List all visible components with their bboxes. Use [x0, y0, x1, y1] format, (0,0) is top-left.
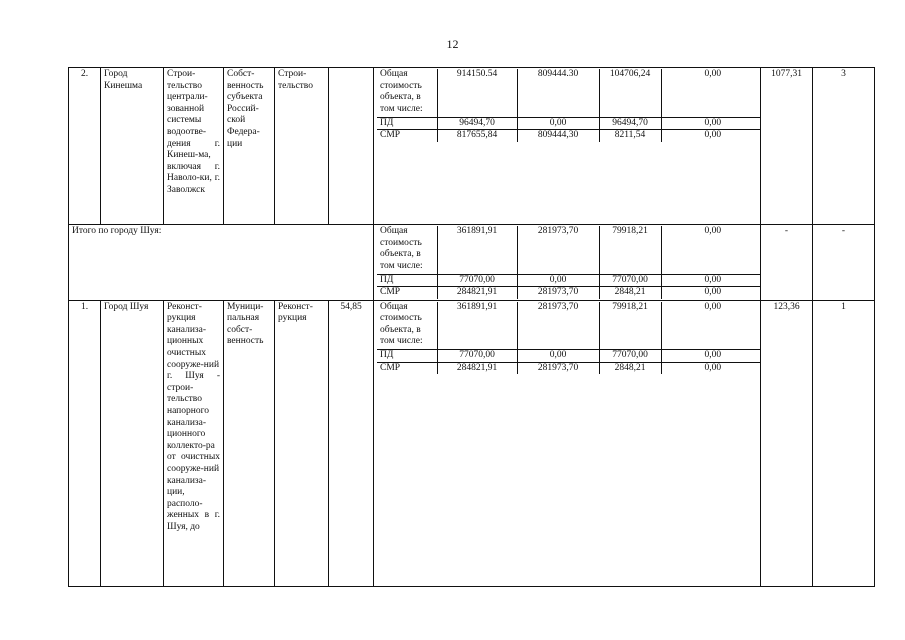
- cost-value: 0,00: [661, 130, 761, 142]
- cost-label: СМР: [377, 130, 437, 142]
- cost-total: 96494,70: [437, 117, 517, 130]
- extra-value-1: -: [761, 225, 813, 301]
- cost-value: 0,00: [661, 362, 761, 374]
- cost-value: 96494,70: [599, 117, 661, 130]
- cost-label: ПД: [377, 274, 437, 287]
- cost-value: 0,00: [704, 226, 722, 236]
- extra-value-2: 1: [813, 300, 875, 586]
- capacity-cell: 54,85: [329, 300, 374, 586]
- cost-total: 284821,91: [437, 287, 517, 299]
- extra-value-1: 123,36: [761, 300, 813, 586]
- cost-label: ПД: [377, 350, 437, 363]
- table-row: [69, 300, 875, 586]
- investment-table: [68, 67, 875, 587]
- cost-label: СМР: [377, 287, 437, 299]
- cost-label: Общая стоимость объекта, в том числе:: [377, 69, 437, 117]
- extra-value-1: 1077,31: [761, 68, 813, 225]
- work-type-cell: Реконст-рукция: [275, 300, 329, 586]
- cost-value: 77070,00: [599, 350, 661, 363]
- cost-value: 0,00: [661, 117, 761, 130]
- cost-label: СМР: [377, 362, 437, 374]
- cost-value: 281973,70: [517, 302, 599, 350]
- cost-breakdown: [374, 300, 761, 586]
- cost-value: 0,00: [704, 301, 722, 312]
- cost-value: 0,00: [661, 274, 761, 287]
- cost-value: 77070,00: [599, 274, 661, 287]
- cost-breakdown: [374, 225, 761, 301]
- cost-value: 8211,54: [599, 130, 661, 142]
- cost-value: 0,00: [517, 350, 599, 363]
- cost-value: 0,00: [661, 287, 761, 299]
- cost-value: 809444.30: [517, 69, 599, 117]
- city-cell: Город Кинешма: [101, 68, 164, 225]
- row-number: 1.: [69, 300, 101, 586]
- city-cell: Город Шуя: [101, 300, 164, 586]
- extra-value-2: -: [813, 225, 875, 301]
- cost-label: ПД: [377, 117, 437, 130]
- cost-label: Общая стоимость объекта, в том числе:: [377, 226, 437, 274]
- cost-total: 914150.54: [437, 69, 517, 117]
- page-number: 12: [446, 37, 459, 51]
- cost-value: 281973,70: [517, 362, 599, 374]
- cost-value: 809444,30: [517, 130, 599, 142]
- cost-value: 0,00: [517, 117, 599, 130]
- cost-total: 77070,00: [437, 274, 517, 287]
- cost-label: Общая стоимость объекта, в том числе:: [377, 302, 437, 350]
- extra-value-2: 3: [813, 68, 875, 225]
- subtotal-label: Итого по городу Шуя:: [69, 225, 374, 301]
- cost-value: 0,00: [661, 350, 761, 363]
- object-cell: Реконст-рукция канализа-ционных очистных сооруже-ний г. Шуя - строи-тельство напорного канализа-ционного коллекто-ра от очистных сооруже-ний канализа-ции, располо-женных в г. Шуя, до: [164, 300, 224, 586]
- cost-value: 281973,70: [517, 287, 599, 299]
- row-number: 2.: [69, 68, 101, 225]
- cost-value: 79918,21: [599, 226, 661, 274]
- work-type-cell: Строи-тельство: [275, 68, 329, 225]
- cost-value: 2848,21: [599, 362, 661, 374]
- object-cell: Строи-тельство централи-зованной системы водоотве-дения г. Кинеш-ма, включая г. Наволо-ки, г. Заволжск: [164, 68, 224, 225]
- cost-value: 0,00: [517, 274, 599, 287]
- cost-total: 361891,91: [437, 226, 517, 274]
- cost-value: 2848,21: [599, 287, 661, 299]
- table-row: [69, 68, 875, 225]
- table-row: [69, 225, 875, 301]
- cost-value: 104706,24: [599, 69, 661, 117]
- cost-total: 77070,00: [437, 350, 517, 363]
- ownership-cell: Собст-венность субъекта Россий-ской Федера-ции: [224, 68, 275, 225]
- cost-total: 284821,91: [437, 362, 517, 374]
- ownership-cell: Муници-пальная собст-венность: [224, 300, 275, 586]
- cost-total: 361891,91: [437, 302, 517, 350]
- cost-value: 0,00: [704, 69, 722, 79]
- capacity-cell: [329, 68, 374, 225]
- cost-value: 79918,21: [599, 302, 661, 350]
- cost-total: 817655,84: [437, 130, 517, 142]
- cost-breakdown: [374, 68, 761, 225]
- cost-value: 281973,70: [517, 226, 599, 274]
